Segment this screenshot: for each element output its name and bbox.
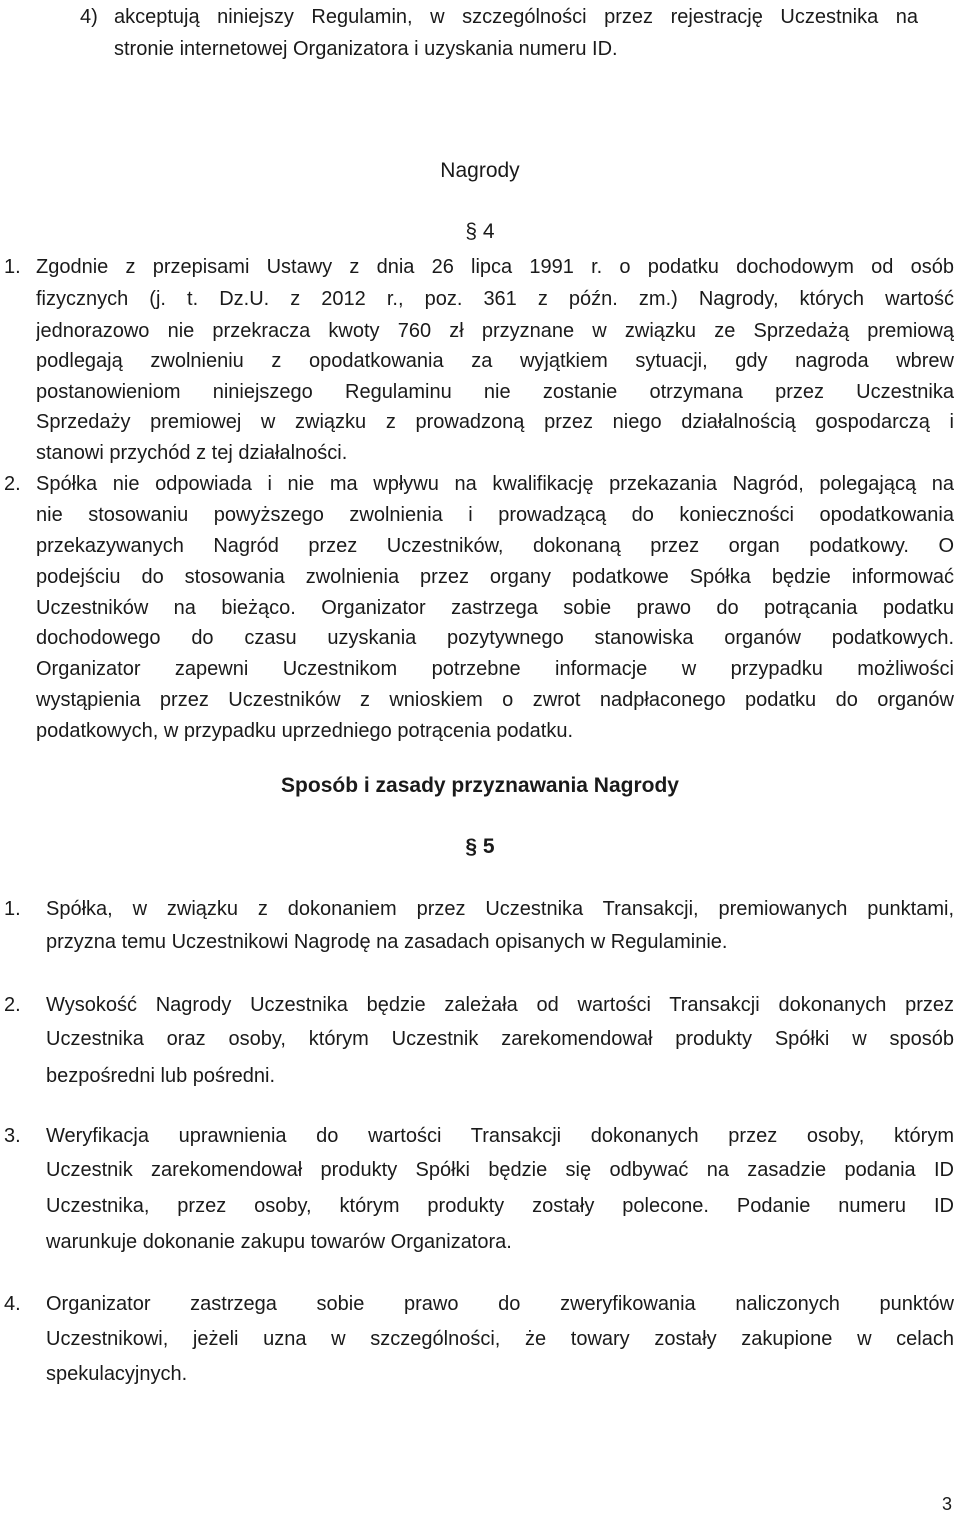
sposob-item-3-line: Weryfikacja uprawnienia do wartości Transakcji dokonanych przez osoby, którym [46, 1125, 954, 1147]
sposob-item-1-line: przyzna temu Uczestnikowi Nagrodę na zasadach opisanych w Regulaminie. [46, 931, 728, 953]
sposob-item-1-line: Spółka, w związku z dokonaniem przez Uczestnika Transakcji, premiowanych punktami, [46, 898, 954, 920]
nagrody-item-2-number: 2. [4, 473, 21, 495]
sposob-item-3-line: warunkuje dokonanie zakupu towarów Organizatora. [46, 1231, 512, 1253]
nagrody-item-2-line: podatkowych, w przypadku uprzedniego potrącenia podatku. [36, 720, 574, 742]
intro-item-number: 4) [80, 6, 98, 28]
sposob-item-2-line: bezpośredni lub pośredni. [46, 1065, 276, 1087]
sposob-item-2-number: 2. [4, 994, 21, 1016]
sposob-item-2-line: Wysokość Nagrody Uczestnika będzie zależała od wartości Transakcji dokonanych przez [46, 994, 954, 1016]
nagrody-item-1-number: 1. [4, 256, 21, 278]
intro-item-line: stronie internetowej Organizatora i uzyskania numeru ID. [114, 38, 618, 60]
paragraph-symbol-5: § 5 [465, 835, 495, 858]
sposob-item-3-line: Uczestnik zarekomendował produkty Spółki będzie się odbywać na zasadzie podania ID [46, 1159, 954, 1181]
paragraph-symbol-4: § 4 [465, 220, 495, 243]
sposob-item-4-line: Organizator zastrzega sobie prawo do zweryfikowania naliczonych punktów [46, 1293, 954, 1315]
intro-item-line: akceptują niniejszy Regulamin, w szczególności przez rejestrację Uczestnika na [114, 6, 918, 28]
sposob-item-4-number: 4. [4, 1293, 21, 1315]
nagrody-item-1-line: postanowieniom niniejszego Regulaminu nie zostanie otrzymana przez Uczestnika [36, 381, 954, 403]
nagrody-item-2-line: podejściu do stosowania zwolnienia przez organy podatkowe Spółka będzie informować [36, 566, 954, 588]
nagrody-item-1-line: fizycznych (j. t. Dz.U. z 2012 r., poz. 361 z późn. zm.) Nagrody, których wartość [36, 288, 954, 310]
nagrody-item-2-line: Spółka nie odpowiada i nie ma wpływu na kwalifikację przekazania Nagród, polegającą na [36, 473, 954, 495]
nagrody-item-2-line: dochodowego do czasu uzyskania pozytywnego stanowiska organów podatkowych. [36, 627, 954, 649]
nagrody-item-1-line: podlegają zwolnieniu z opodatkowania za wyjątkiem sytuacji, gdy nagroda wbrew [36, 350, 954, 372]
sposob-item-3-line: Uczestnika, przez osoby, którym produkty zostały polecone. Podanie numeru ID [46, 1195, 954, 1217]
section-heading-sposob: Sposób i zasady przyznawania Nagrody [281, 774, 679, 797]
nagrody-item-2-line: Uczestników na bieżąco. Organizator zastrzega sobie prawo do potrącania podatku [36, 597, 954, 619]
nagrody-item-1-line: stanowi przychód z tej działalności. [36, 442, 348, 464]
nagrody-item-2-line: przekazywanych Nagród przez Uczestników, dokonaną przez organ podatkowy. O [36, 535, 954, 557]
nagrody-item-2-line: wystąpienia przez Uczestników z wnioskiem o zwrot nadpłaconego podatku do organów [36, 689, 954, 711]
sposob-item-2-line: Uczestnika oraz osoby, którym Uczestnik zarekomendował produkty Spółki w sposób [46, 1028, 954, 1050]
sposob-item-3-number: 3. [4, 1125, 21, 1147]
section-heading-nagrody: Nagrody [440, 159, 520, 182]
nagrody-item-1-line: Sprzedaży premiowej w związku z prowadzoną przez niego działalnością gospodarczą i [36, 411, 954, 433]
page-number: 3 [941, 1494, 952, 1514]
nagrody-item-1-line: jednorazowo nie przekracza kwoty 760 zł przyznane w związku ze Sprzedażą premiową [36, 320, 954, 342]
sposob-item-1-number: 1. [4, 898, 21, 920]
nagrody-item-1-line: Zgodnie z przepisami Ustawy z dnia 26 lipca 1991 r. o podatku dochodowym od osób [36, 256, 954, 278]
nagrody-item-2-line: nie stosowaniu powyższego zwolnienia i prowadzącą do konieczności opodatkowania [36, 504, 954, 526]
nagrody-item-2-line: Organizator zapewni Uczestnikom potrzebne informacje w przypadku możliwości [36, 658, 954, 680]
sposob-item-4-line: Uczestnikowi, jeżeli uzna w szczególności, że towary zostały zakupione w celach [46, 1328, 954, 1350]
sposob-item-4-line: spekulacyjnych. [46, 1363, 188, 1385]
